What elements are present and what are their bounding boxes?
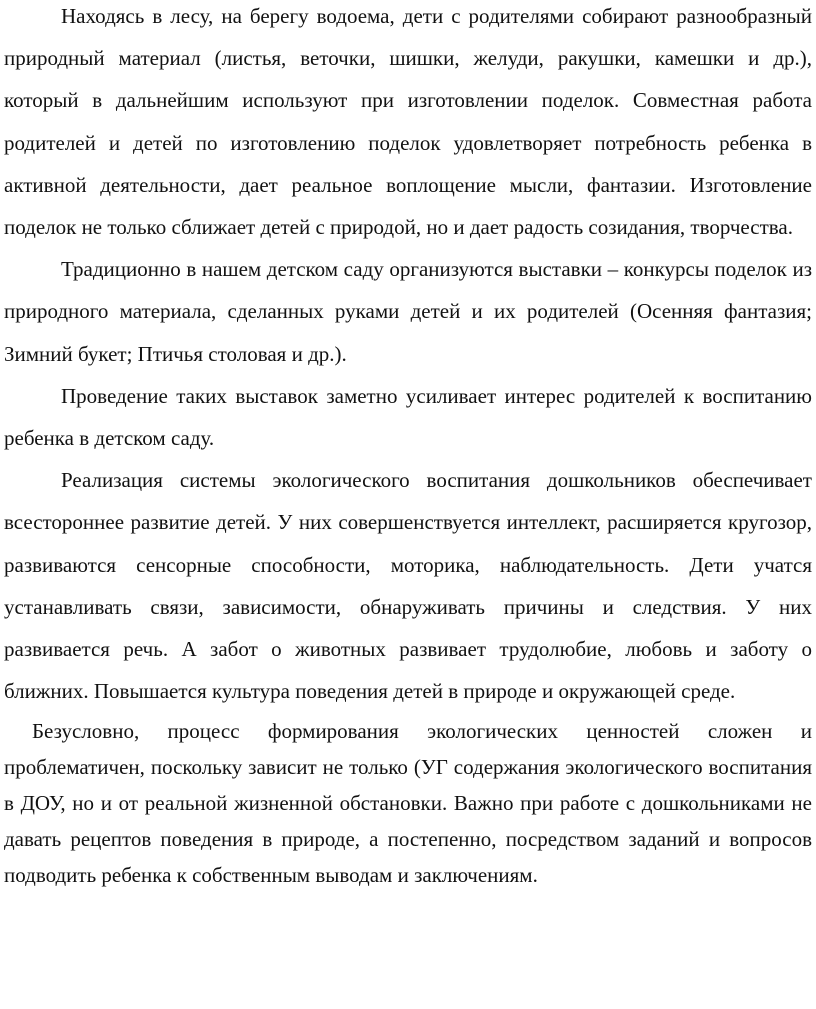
document-page bbox=[4, 0, 812, 893]
paragraph-parent-interest: Проведение таких выставок заметно усиливает интерес родителей к воспитанию ребенка в детском саду. bbox=[4, 383, 812, 451]
paragraph-ecological-education: Реализация системы экологического воспитания дошкольников обеспечивает всестороннее развитие детей. У них совершенствуется интеллект, расширяется кругозор, развиваются сенсорные способности, моторика, наблюдательность. Дети учатся устанавливать связи, зависимости, обнаруживать причины и следствия. У них развивается речь. А забот о животных развивает трудолюбие, любовь и заботу о ближних. Повышается культура поведения детей в природе и окружающей среде. bbox=[4, 468, 812, 704]
paragraph-conclusion: Безусловно, процесс формирования экологических ценностей сложен и проблематичен, поскольку зависит не только (УГ содержания экологического воспитания в ДОУ, но и от реальной жизненной обстановки. Важно при работе с дошкольниками не давать рецептов поведения в природе, а постепенно, посредством заданий и вопросов подводить ребенка к собственным выводам и заключениям. bbox=[4, 719, 812, 887]
paragraph-nature-crafts: Находясь в лесу, на берегу водоема, дети с родителями собирают разнообразный природный материал (листья, веточки, шишки, желуди, ракушки, камешки и др.), который в дальнейшим используют при изготовлении поделок. Совместная работа родителей и детей по изготовлению поделок удовлетворяет потребность ребенка в активной деятельности, дает реальное воплощение мысли, фантазии. Изготовление поделок не только сближает детей с природой, но и дает радость созидания, творчества. bbox=[4, 4, 812, 240]
paragraph-exhibitions: Традиционно в нашем детском саду организуются выставки – конкурсы поделок из природного материала, сделанных руками детей и их родителей (Осенняя фантазия; Зимний букет; Птичья столовая и др.). bbox=[4, 257, 812, 366]
